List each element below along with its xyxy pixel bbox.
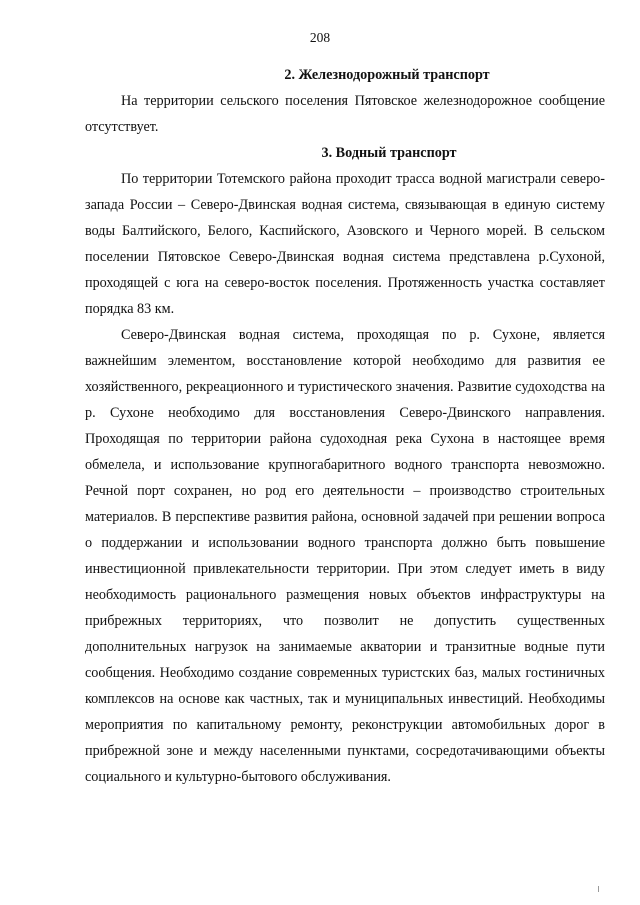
paragraph-water-development: Северо-Двинская водная система, проходящая по р. Сухоне, является важнейшим элементом, восстановление которой необходимо для развития ее хозяйственного, рекреационного и туристического значения. Развитие судоходства на р. Сухоне необходимо для восстановления Северо-Двинского направления. Проходящая по территории района судоходная река Сухона в настоящее время обмелела, и использование крупногабаритного водного транспорта невозможно. Речной порт сохранен, но род его деятельности – производство строительных материалов. В перспективе развития района, основной задачей при решении вопроса о поддержании и использовании водного транспорта должно быть повышение инвестиционной привлекательности территории. При этом следует иметь в виду необходимость рационального размещения новых объектов инфраструктуры на прибрежных территориях, что позволит не допустить существенных дополнительных нагрузок на занимаемые акватории и транзитные водные пути сообщения. Необходимо создание современных туристских баз, малых гостиничных комплексов на основе как частных, так и муниципальных инвестиций. Необходимы мероприятия по капитальному ремонту, реконструкции автомобильных дорог в прибрежной зоне и между населенными пунктами, сосредотачивающими объекты социального и культурно-бытового обслуживания.: [85, 327, 605, 785]
page-content: [85, 62, 605, 790]
paragraph-railway: На территории сельского поселения Пятовское железнодорожное сообщение отсутствует.: [85, 93, 605, 135]
scan-mark: [598, 886, 599, 892]
paragraph-water-route: По территории Тотемского района проходит трасса водной магистрали северо-запада России – Северо-Двинская водная система, связывающая в единую систему воды Балтийского, Белого, Каспийского, Азовского и Черного морей. В сельском поселении Пятовское Северо-Двинская водная система представлена р.Сухоной, проходящей с юга на северо-восток поселения. Протяженность участка составляет порядка 83 км.: [85, 171, 605, 317]
section-heading-railway: 2. Железнодорожный транспорт: [284, 67, 490, 83]
page-number: 208: [309, 30, 331, 45]
section-heading-water: 3. Водный транспорт: [321, 145, 457, 161]
